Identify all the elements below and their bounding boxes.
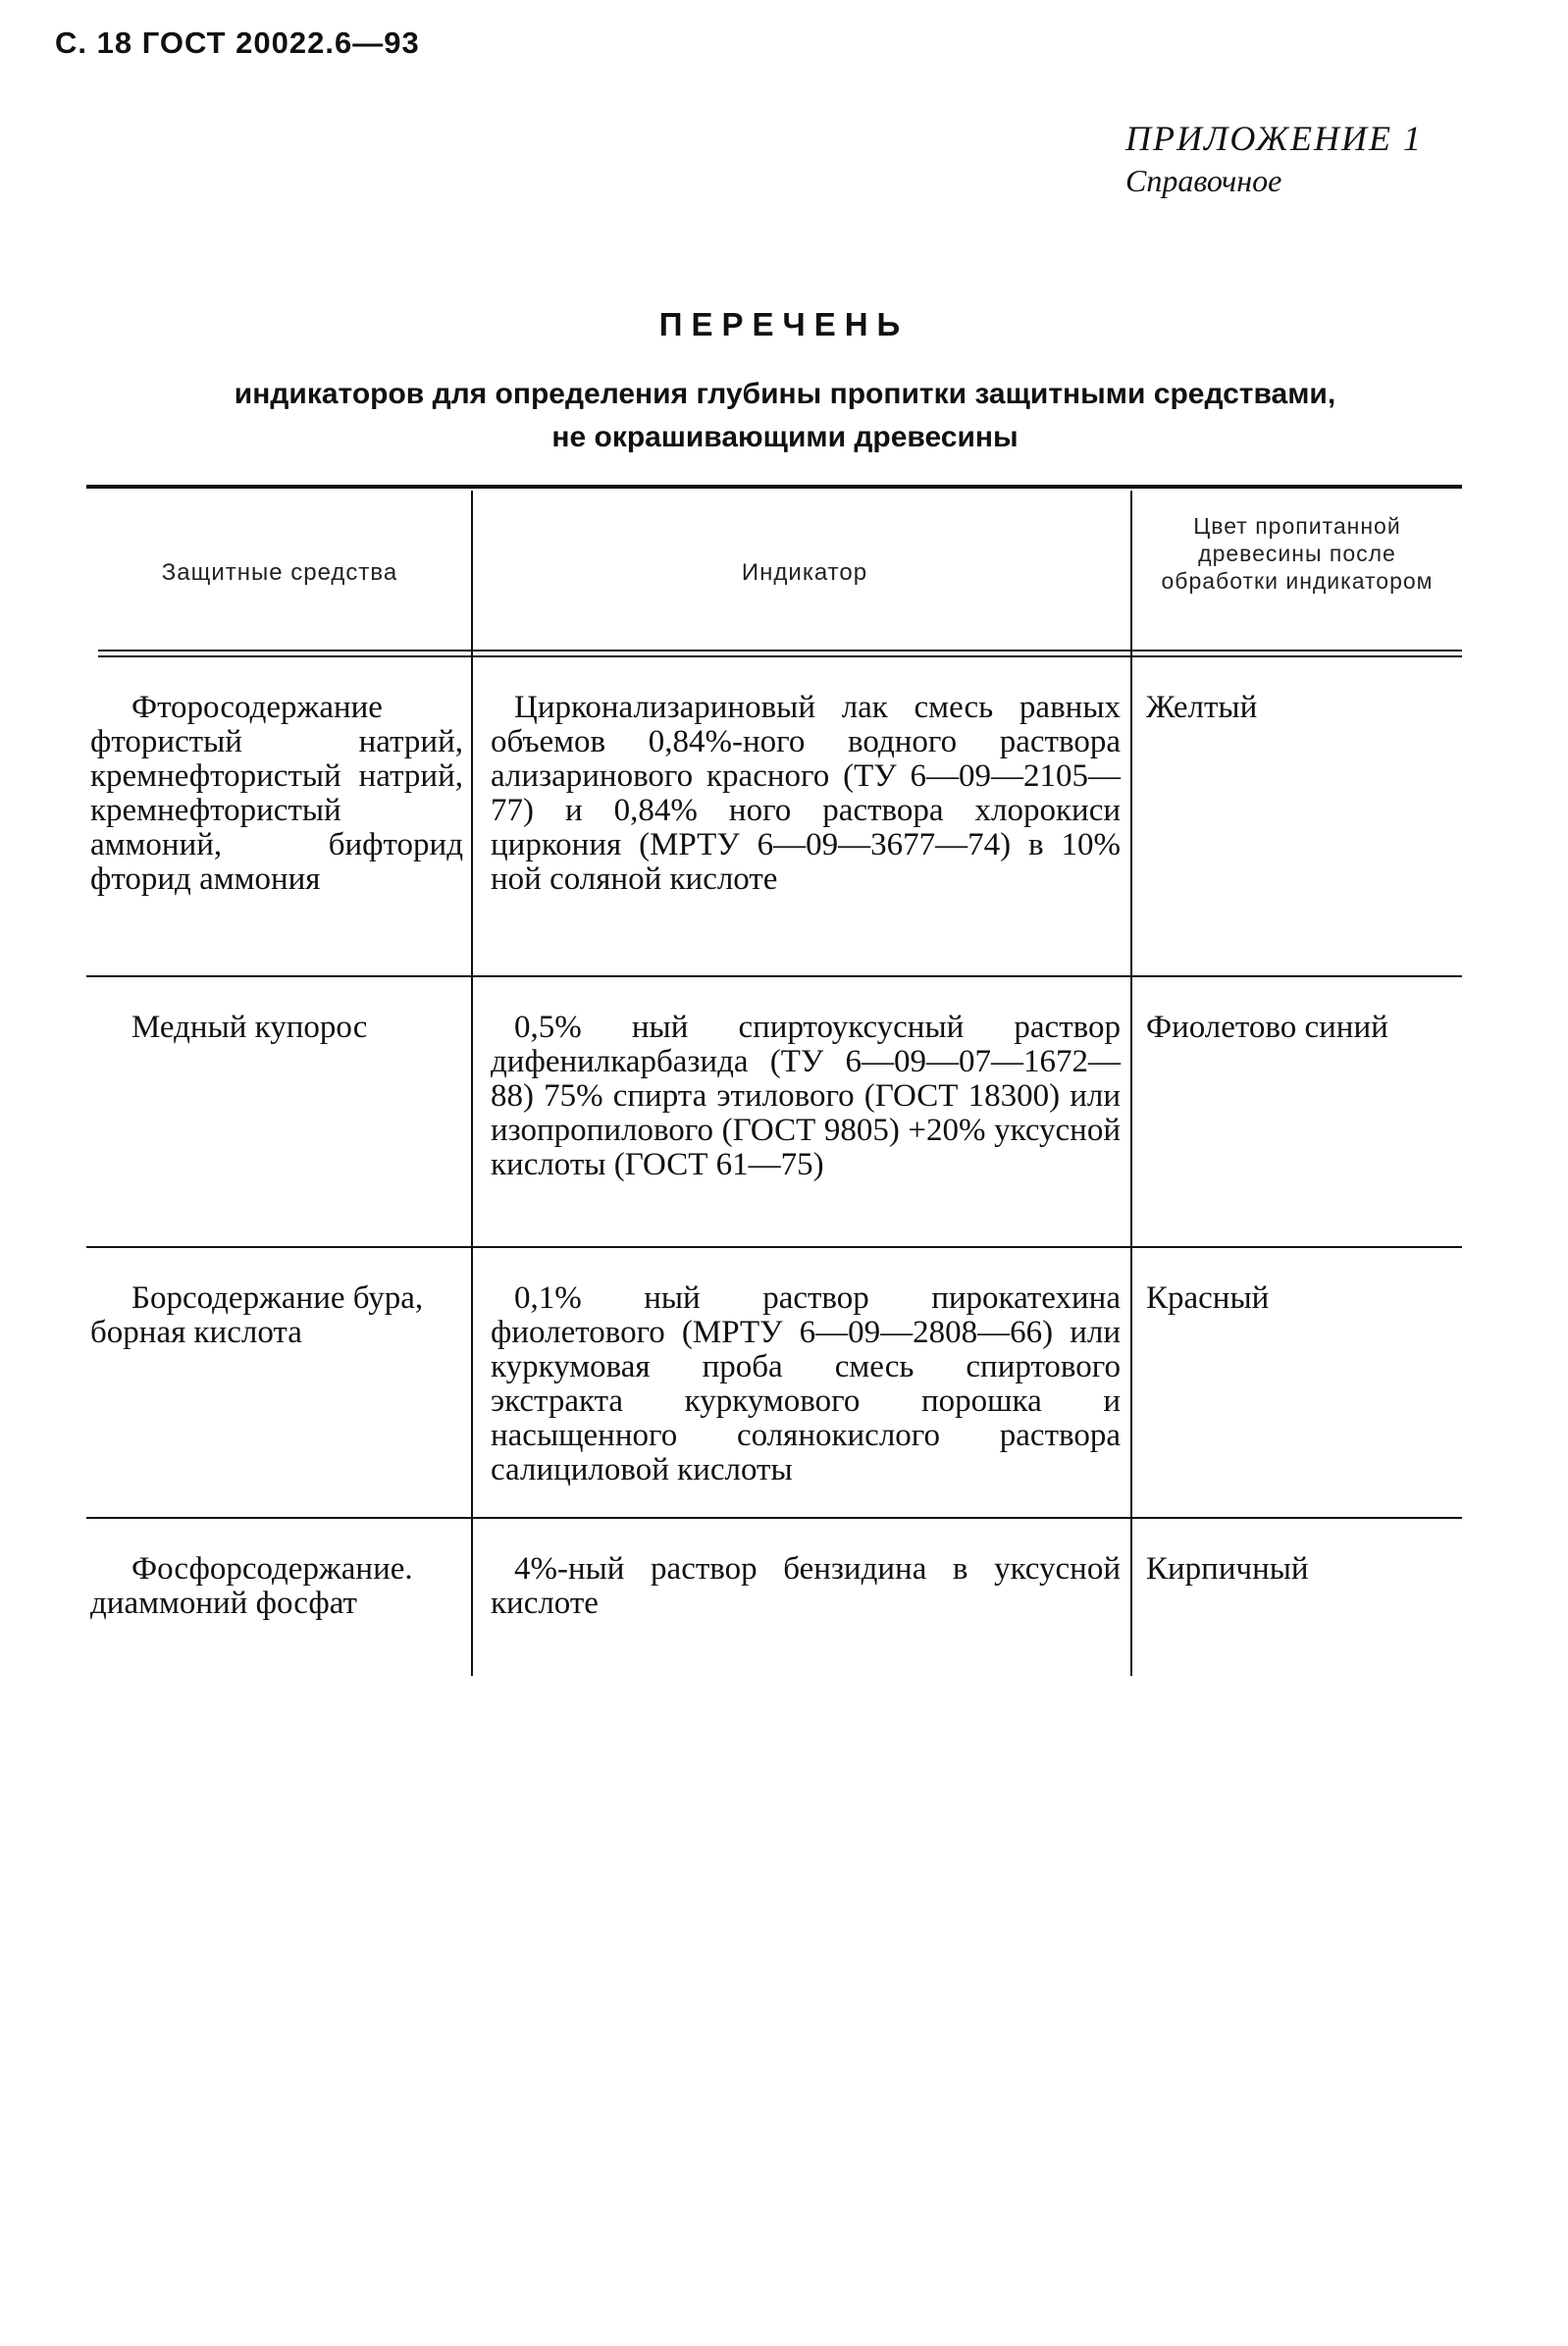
table-cell-indicator: 4%-ный раствор бензидина в уксусной кислоте: [491, 1551, 1121, 1621]
appendix-note: Справочное: [1125, 163, 1282, 198]
subtitle-line-2: не окрашивающими древесины: [551, 421, 1019, 453]
row-divider: [86, 1517, 1462, 1519]
document-subtitle: [147, 373, 1423, 459]
table-cell-indicator: 0,5% ный спиртоуксусный раствор дифенилкарбазида (ТУ 6—09—07—1672—88) 75% спирта этилового (ГОСТ 18300) или изопропилового (ГОСТ 9805) +20% уксусной кислоты (ГОСТ 61—75): [491, 1010, 1121, 1182]
table-cell-indicator: Цирконализариновый лак смесь равных объемов 0,84%-ного водного раствора ализаринового красного (ТУ 6—09—2105—77) и 0,84% ного раствора хлорокиси циркония (МРТУ 6—09—3677—74) в 10% ной соляной кислоте: [491, 690, 1121, 897]
table-top-rule: [86, 485, 1462, 489]
table-cell-agent: Медный купорос: [131, 1010, 368, 1045]
column-separator: [1130, 491, 1132, 1676]
table-cell-indicator: 0,1% ный раствор пирокатехина фиолетового (МРТУ 6—09—2808—66) или куркумовая проба смесь спиртового экстракта куркумового порошка и насыщенного солянокислого раствора салициловой кислоты: [491, 1280, 1121, 1487]
header-divider-lower: [98, 655, 1462, 657]
table-cell-color: Желтый: [1146, 690, 1258, 725]
column-header-indicator: Индикатор: [741, 559, 868, 586]
header-divider-upper: [98, 650, 1462, 652]
subtitle-line-1: индикаторов для определения глубины пропитки защитными средствами,: [234, 378, 1336, 410]
table-cell-agent: Фосфорсодержание. диаммоний фосфат: [90, 1551, 413, 1621]
table-cell-agent: Фторосодержание фтористый натрий, кремнефтористый натрий, кремнефтористый аммоний, бифторид фторид аммония: [90, 690, 463, 897]
appendix-block: [1125, 118, 1423, 199]
document-title: ПЕРЕЧЕНЬ: [658, 306, 910, 342]
row-divider: [86, 1246, 1462, 1248]
table-cell-agent: Борсодержание бура, борная кислота: [90, 1280, 424, 1350]
column-header-color: Цвет пропитанной древесины после обработки индикатором: [1161, 513, 1434, 594]
appendix-label: ПРИЛОЖЕНИЕ 1: [1125, 119, 1423, 158]
table-cell-color: Фиолетово синий: [1146, 1010, 1388, 1045]
page-reference: С. 18 ГОСТ 20022.6—93: [55, 26, 420, 60]
table-cell-color: Красный: [1146, 1280, 1270, 1316]
row-divider: [86, 975, 1462, 977]
column-separator: [471, 491, 473, 1676]
column-header-agents: Защитные средства: [161, 559, 398, 586]
table-cell-color: Кирпичный: [1146, 1551, 1309, 1587]
